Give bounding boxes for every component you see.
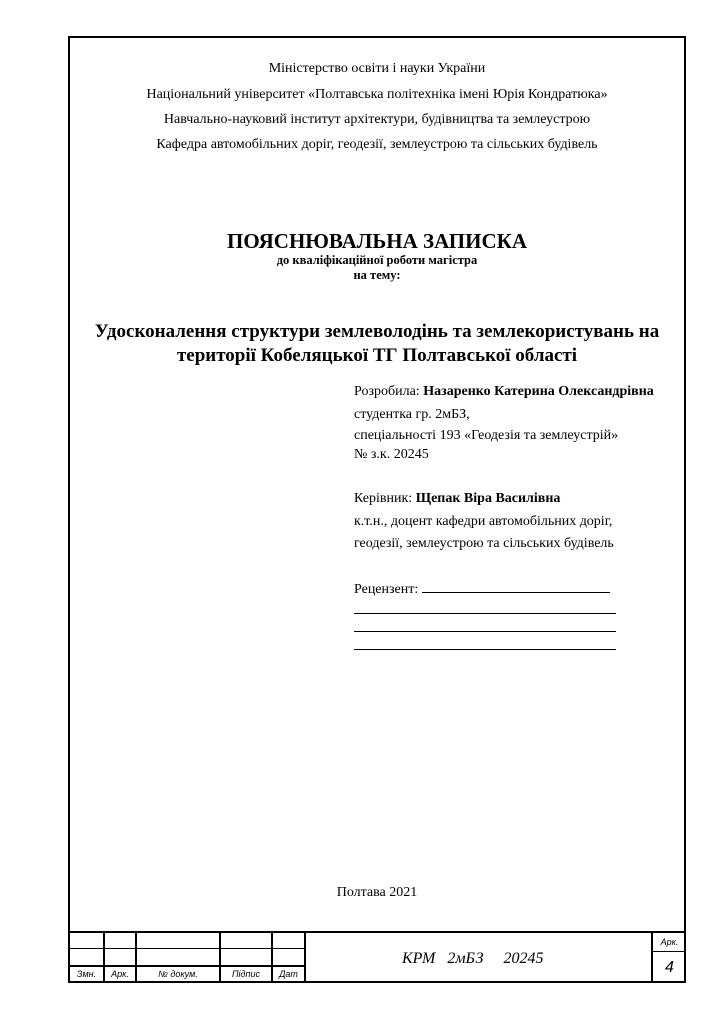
ministry-line: Міністерство освіти і науки України xyxy=(268,61,486,76)
supervisor-label: Керівник: xyxy=(354,491,416,506)
university-line: Національний університет «Полтавська політехніка імені Юрія Кондратюка» xyxy=(146,87,608,102)
document-code: КРМ 2мБЗ 20245 xyxy=(402,950,544,967)
reviewer-blank-line-1 xyxy=(354,613,616,614)
stamp-col-change: Змн. xyxy=(76,969,97,979)
document-subtitle: до кваліфікаційної роботи магістра xyxy=(276,253,478,267)
stamp-col-sheet: Арк. xyxy=(111,969,129,979)
stamp-top-border xyxy=(68,931,686,933)
topic-line-1: Удосконалення структури землеволодінь та землекористувань на xyxy=(94,321,660,342)
reviewer-label: Рецензент: xyxy=(354,582,419,597)
author-label: Розробила: xyxy=(354,384,424,399)
topic-line-2: території Кобеляцької ТГ Полтавської області xyxy=(176,345,578,366)
author-group: студентка гр. 2мБЗ, xyxy=(354,407,470,422)
document-title: ПОЯСНЮВАЛЬНА ЗАПИСКА xyxy=(226,229,528,253)
stamp-sheet-divider xyxy=(651,951,686,952)
supervisor-position-2: геодезії, землеустрою та сільських будівель xyxy=(354,536,614,551)
supervisor-line xyxy=(354,490,560,508)
page-number: 4 xyxy=(665,959,674,976)
author-specialty: спеціальності 193 «Геодезія та землеустрій» xyxy=(354,428,619,443)
author-record-book: № з.к. 20245 xyxy=(354,447,429,462)
stamp-col-line-5 xyxy=(304,931,306,983)
topic-caption: на тему: xyxy=(353,268,401,282)
reviewer-line xyxy=(354,578,610,599)
page-frame xyxy=(68,36,686,983)
supervisor-name: Щепак Віра Василівна xyxy=(415,491,561,506)
author-name: Назаренко Катерина Олександрівна xyxy=(423,384,654,399)
stamp-col-signature: Підпис xyxy=(232,969,260,979)
reviewer-signature-rule xyxy=(422,578,610,593)
stamp-col-doc-no: № докум. xyxy=(158,969,198,979)
city-year: Полтава 2021 xyxy=(336,885,418,900)
stamp-sheet-label: Арк. xyxy=(660,937,679,947)
reviewer-blank-line-2 xyxy=(354,631,616,632)
department-line: Кафедра автомобільних доріг, геодезії, землеустрою та сільських будівель xyxy=(156,137,598,152)
reviewer-blank-line-3 xyxy=(354,649,616,650)
stamp-col-date: Дат xyxy=(279,969,298,979)
author-line xyxy=(354,383,654,401)
supervisor-position-1: к.т.н., доцент кафедри автомобільних доріг, xyxy=(354,514,613,529)
institute-line: Навчально-науковий інститут архітектури, будівництва та землеустрою xyxy=(163,112,591,127)
